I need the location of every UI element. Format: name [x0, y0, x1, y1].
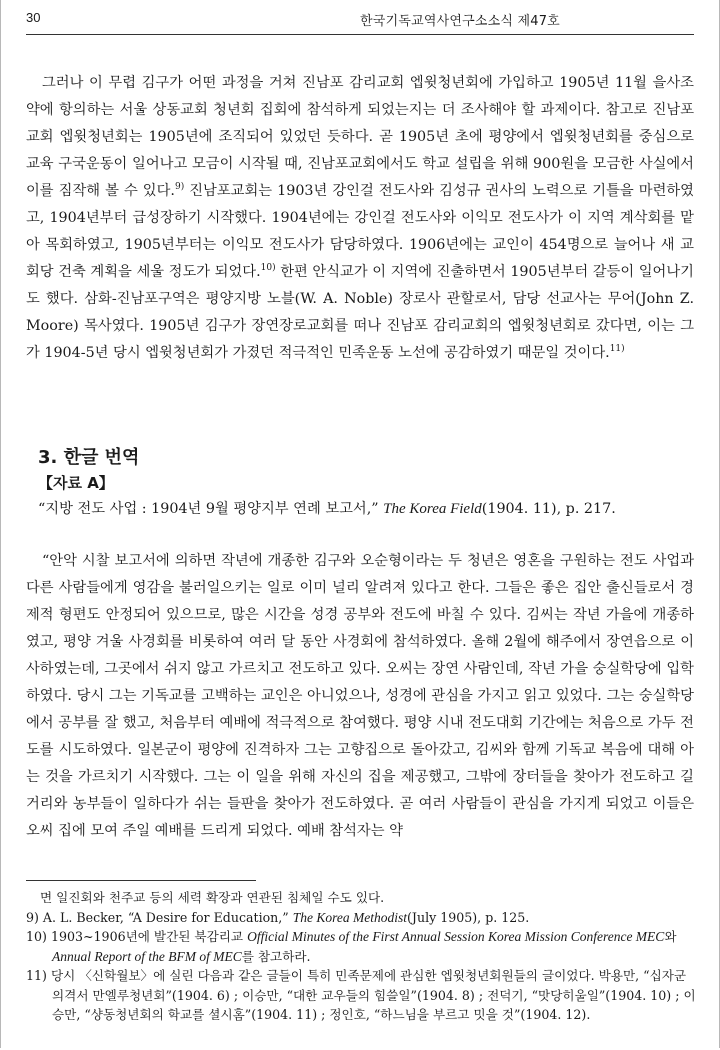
footnote-10	[26, 927, 698, 966]
section-heading: 3. 한글 번역	[38, 447, 140, 468]
body-paragraph-1	[26, 70, 694, 367]
footnote-ref-11[interactable]: 11)	[609, 344, 625, 355]
source-citation	[38, 498, 616, 518]
footnote-ref-9[interactable]: 9)	[174, 182, 185, 193]
footnote-divider	[26, 880, 256, 881]
footnote-11: 11) 당시 〈신학월보〉에 실린 다음과 같은 글들이 특히 민족문제에 관심한 엡윗청년회원들의 글이었다. 박용만, “십자군의격서 만엘루청년회”(1904. 6) ; 이승만, “대한 교우들의 힘쓸일”(1904. 8) ; 전덕기, “맛당히울일”(1904. 10) ; 이승만, “샹동청년회의 학교를 셜시홈”(1904. 11) ; 정인호, “하느님을 부르고 밋을 것”(1904. 12).	[26, 968, 696, 1022]
source-label: 【자료 A】	[38, 474, 114, 492]
footnote-text: 를 참고하라.	[241, 948, 311, 964]
footnotes	[26, 888, 698, 1025]
paragraph-text: 그러나 이 무렵 김구가 어떤 과정을 거쳐 진남포 감리교회 엡윗청년회에 가입하고 1905년 11월 을사조약에 항의하는 서울 상동교회 청년회 집회에 참석하게 되었는지는 더 조사해야 할 과제이다. 참고로 진남포교회 엡윗청년회는 1905년에 조직되어 있었던 듯하다. 곧 1905년 초에 평양에서 엡윗청년회를 중심으로 교육 구국운동이 일어나고 모금이 시작될 때, 진남포교회에서도 학교 설립을 위해 900원을 모금한 사실에서 이를 짐작해 볼 수 있다.	[26, 75, 694, 199]
footnote-ref-10[interactable]: 10)	[260, 263, 276, 274]
footnote-title: Official Minutes of the First Annual Session Korea Mission Conference MEC	[247, 929, 665, 944]
citation-text: “지방 전도 사업 : 1904년 9월 평양지부 연례 보고서,”	[38, 501, 384, 517]
footnote-text: 9) A. L. Becker, “A Desire for Education,”	[26, 909, 293, 925]
paragraph-text: 한편 안식교가 이 지역에 진출하면서 1905년부터 갈등이 일어나기도 했다. 삼화-진남포구역은 평양지방 노블(W. A. Noble) 장로사 관할로서, 담당 선교사는 무어(John Z. Moore) 목사였다. 1905년 김구가 장연장로교회를 떠나 진남포 감리교회의 엡윗청년회로 갔다면, 이는 그가 1904-5년 당시 엡윗청년회가 가졌던 적극적인 민족운동 노선에 공감하였기 때문일 것이다.	[26, 264, 694, 361]
footnote-title: Annual Report of the BFM of MEC	[52, 948, 242, 964]
citation-journal: The Korea Field	[383, 501, 482, 517]
page-number: 30	[26, 10, 41, 25]
paragraph-text: 진남포교회는 1903년 강인걸 전도사와 김성규 권사의 노력으로 기틀을 마련하였고, 1904년부터 급성장하기 시작했다. 1904년에는 강인걸 전도사와 이익모 전도사가 이 지역 계삭회를 맡아 목회하였고, 1905년부터는 이익모 전도사가 담당하였다. 1906년에는 교인이 454명으로 늘어나 새 교회당 건축 계획을 세울 정도가 되었다.	[26, 183, 694, 280]
footnote-text: 와	[664, 929, 677, 944]
footnote-9	[26, 908, 698, 928]
running-title: 한국기독교역사연구소소식 제47호	[360, 14, 560, 29]
footnote-8-continued: 면 일진회와 천주교 등의 세력 확장과 연관된 침체일 수도 있다.	[40, 890, 385, 905]
footnote-journal: The Korea Methodist	[292, 909, 407, 925]
footnote-text: 10) 1903~1906년에 발간된 북감리교	[26, 929, 248, 944]
page-header	[26, 10, 694, 35]
citation-text: (1904. 11), p. 217.	[481, 501, 616, 517]
footnote-text: (July 1905), p. 125.	[407, 909, 530, 925]
body-paragraph-2: “안악 시찰 보고서에 의하면 작년에 개종한 김구와 오순형이라는 두 청년은 영혼을 구원하는 전도 사업과 다른 사람들에게 영감을 불러일으키는 일로 이미 널리 알려져 있다고 한다. 그들은 좋은 집안 출신들로서 경제적 형편도 안정되어 있으므로, 많은 시간을 성경 공부와 전도에 바칠 수 있다. 김씨는 작년 가을에 개종하였고, 평양 겨울 사경회를 비롯하여 여러 달 동안 사경회에 참석하였다. 올해 2월에 해주에서 장연읍으로 이사하였는데, 그곳에서 쉬지 않고 가르치고 전도하고 있다. 오씨는 장연 사람인데, 작년 가을 숭실학당에 입학하였다. 당시 그는 기독교를 고백하는 교인은 아니었으나, 성경에 관심을 가지고 읽고 있었다. 그는 숭실학당에서 공부를 잘 했고, 처음부터 예배에 적극적으로 참여했다. 평양 시내 전도대회 기간에는 처음으로 가두 전도를 시도하였다. 일본군이 평양에 진격하자 그는 고향집으로 돌아갔고, 김씨와 함께 기독교 복음에 대해 아는 것을 가르치기 시작했다. 그는 이 일을 위해 자신의 집을 제공했고, 그밖에 장터들을 찾아가 전도하고 길거리와 농부들이 일하다가 쉬는 들판을 찾아가 전도하였다. 곧 여러 사람들이 관심을 가지게 되었고 이들은 오씨 집에 모여 주일 예배를 드리게 되었다. 예배 참석자는 약	[26, 553, 694, 839]
